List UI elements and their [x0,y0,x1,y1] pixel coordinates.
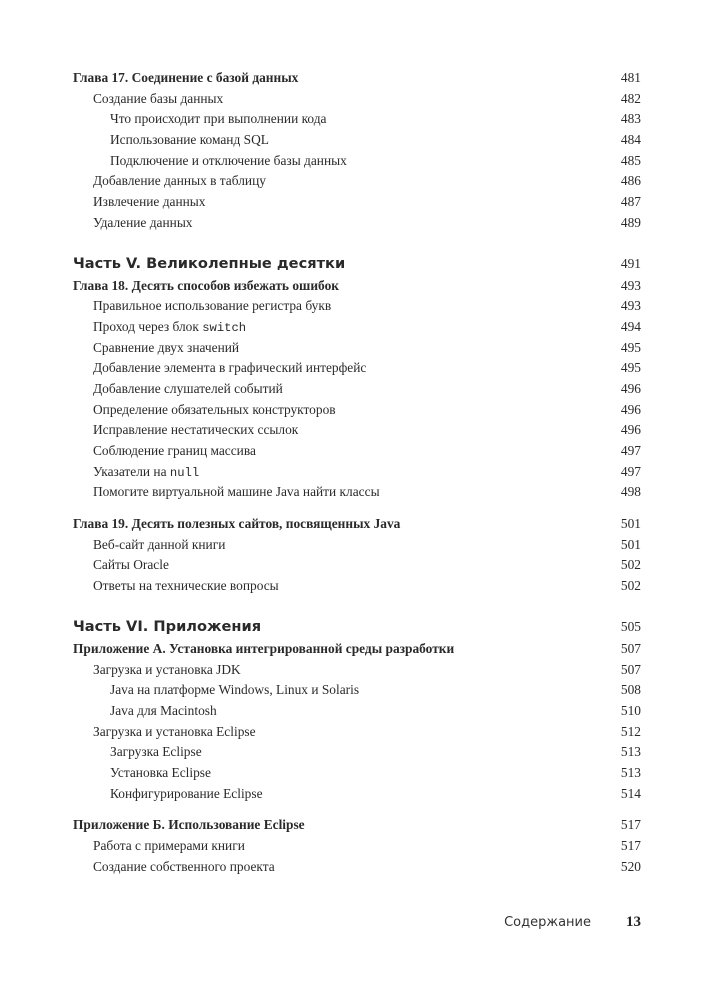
toc-entry[interactable] [73,192,641,213]
toc-entry-title-text: Создание собственного проекта [93,858,275,874]
toc-entry-title-text: Приложение Б. Использование Eclipse [73,817,305,833]
toc-entry-title [93,171,266,192]
toc-entry-title-text: Указатели на [93,463,170,479]
toc-entry-page: 483 [620,111,641,127]
toc-entry-title-text: Сайты Oracle [93,557,169,573]
toc-entry-page: 507 [620,640,641,656]
toc-part-heading[interactable] [73,252,641,276]
toc-entry-page: 484 [620,132,641,148]
toc-entry-page: 496 [620,401,641,417]
toc-entry-code: null [169,465,200,480]
toc-entry-title-text: Загрузка Eclipse [110,744,202,760]
toc-entry-title [93,379,283,400]
toc-entry[interactable] [73,701,641,722]
toc-entry-page: 487 [620,194,641,210]
toc-entry-page: 489 [620,214,641,230]
toc-entry-page: 498 [620,484,641,500]
toc-entry[interactable] [73,836,641,857]
toc-entry-title-text: Добавление слушателей событий [93,380,283,396]
toc-entry-page: 502 [620,557,641,573]
toc-entry-page: 497 [620,443,641,458]
table-of-contents [73,68,641,877]
toc-entry-title [93,317,246,339]
toc-chapter-entry[interactable] [73,68,641,89]
toc-entry[interactable] [73,857,641,878]
toc-entry-title-text: Часть V. Великолепные десятки [73,254,346,272]
toc-chapter-entry[interactable] [73,276,641,297]
toc-entry-title-text: Использование команд SQL [110,132,269,148]
toc-entry[interactable] [73,317,641,338]
toc-entry-title [93,535,225,556]
toc-entry[interactable] [73,441,641,462]
toc-entry-page: 510 [620,702,641,718]
toc-entry-page: 497 [620,463,641,479]
toc-entry-page: 501 [620,536,641,552]
toc-chapter-entry[interactable] [73,639,641,660]
toc-entry-page: 496 [620,380,641,396]
toc-entry-title [73,252,345,276]
toc-entry[interactable] [73,482,641,503]
toc-entry-page: 508 [620,682,641,698]
toc-entry-title-text: Веб-сайт данной книги [93,536,226,552]
toc-entry-title-text: Конфигурирование Eclipse [110,785,263,801]
footer-page-number: 13 [626,914,641,930]
toc-entry-title-text: Сравнение двух значений [93,339,240,355]
toc-entry-page: 495 [620,339,641,355]
toc-entry-page: 502 [620,578,641,594]
toc-entry-title-text: Определение обязательных конструкторов [93,401,336,417]
toc-entry-page: 514 [620,785,641,801]
toc-entry-title [93,836,245,857]
toc-entry[interactable] [73,576,641,597]
toc-entry-title-text: Помогите виртуальной машине Java найти классы [93,484,380,500]
toc-entry-title [93,555,169,576]
toc-entry-page: 493 [620,277,641,293]
toc-entry[interactable] [73,213,641,234]
toc-entry-page: 501 [620,516,641,532]
toc-entry-title [110,151,347,172]
toc-entry-title [73,514,400,535]
toc-entry[interactable] [73,742,641,763]
toc-entry-title-text: Установка Eclipse [110,764,211,780]
toc-entry-title-text: Подключение и отключение базы данных [110,152,347,168]
toc-entry-title [93,462,199,484]
toc-entry-title-text: Часть VI. Приложения [73,617,262,635]
toc-entry-title [93,660,241,681]
toc-entry-title-text: Глава 17. Соединение с базой данных [73,70,299,85]
toc-entry-title-text: Создание базы данных [93,90,224,106]
toc-entry[interactable] [73,109,641,130]
toc-entry[interactable] [73,763,641,784]
toc-entry-page: 496 [620,422,641,438]
toc-entry-page: 517 [620,838,641,853]
toc-entry-title [73,615,261,639]
toc-entry-title [73,639,454,660]
toc-chapter-entry[interactable] [73,815,641,836]
toc-entry-title-text: Java на платформе Windows, Linux и Solaris [110,682,360,698]
toc-entry-title [93,400,336,421]
toc-entry-title-text: Проход через блок [93,318,203,334]
toc-entry-title-text: Добавление данных в таблицу [93,173,266,189]
toc-entry-title [73,815,305,836]
toc-entry-title [93,722,256,743]
toc-entry-title [110,742,202,763]
toc-entry-title [93,358,366,379]
toc-part-heading[interactable] [73,615,641,639]
toc-entry-title [93,482,380,503]
toc-entry[interactable] [73,151,641,172]
toc-entry-title-text: Извлечение данных [93,194,206,210]
toc-entry-title [73,68,298,89]
toc-entry[interactable] [73,680,641,701]
toc-entry-title [93,213,193,234]
toc-entry-title [110,701,217,722]
toc-entry[interactable] [73,535,641,556]
toc-entry-page: 485 [620,152,641,168]
toc-entry-title [93,89,223,110]
toc-entry-title-text: Глава 18. Десять способов избежать ошибок [73,277,339,293]
footer-section-label: Содержание [504,915,591,930]
toc-entry[interactable] [73,462,641,483]
toc-entry-title [93,441,256,462]
toc-entry-title-text: Правильное использование регистра букв [93,298,332,314]
toc-entry-title-text: Загрузка и установка Eclipse [93,723,256,739]
toc-entry-title-text: Ответы на технические вопросы [93,578,279,594]
toc-entry-title [110,130,269,151]
toc-entry-title [110,680,359,701]
toc-entry-page: 486 [620,173,641,189]
toc-entry-page: 520 [620,858,641,874]
toc-entry-title-text: Загрузка и установка JDK [93,661,241,677]
toc-entry-title-text: Удаление данных [93,214,193,230]
toc-entry-page: 512 [620,723,641,739]
toc-entry[interactable] [73,358,641,379]
toc-entry-page: 505 [620,618,641,634]
toc-entry-title [93,576,279,597]
toc-entry[interactable] [73,89,641,110]
toc-entry-title [93,857,275,878]
toc-entry-title [73,276,339,297]
toc-entry-page: 513 [620,744,641,760]
toc-entry-title-text: Что происходит при выполнении кода [110,111,327,127]
toc-entry[interactable] [73,379,641,400]
toc-entry[interactable] [73,338,641,359]
toc-entry[interactable] [73,420,641,441]
toc-entry-page: 495 [620,360,641,376]
toc-entry-title [110,109,327,130]
toc-entry[interactable] [73,296,641,317]
toc-entry-title [93,296,331,317]
toc-chapter-entry[interactable] [73,514,641,535]
toc-entry-page: 517 [620,817,641,833]
toc-entry-page: 482 [620,90,641,106]
toc-entry[interactable] [73,400,641,421]
toc-entry-page: 507 [620,661,641,677]
toc-entry-title-text: Приложение А. Установка интегрированной среды разработки [73,640,455,656]
toc-entry-page: 513 [620,764,641,780]
toc-entry[interactable] [73,555,641,576]
toc-entry-page: 494 [620,318,641,334]
toc-entry-title-text: Глава 19. Десять полезных сайтов, посвященных Java [73,516,401,532]
toc-entry-title [110,763,211,784]
toc-entry-title-text: Исправление нестатических ссылок [93,422,299,438]
toc-entry-title-text: Соблюдение границ массива [93,443,256,458]
toc-entry-title-text: Добавление элемента в графический интерфейс [93,360,367,376]
toc-entry[interactable] [73,784,641,805]
toc-entry-code: switch [202,320,247,335]
toc-entry-page: 481 [620,70,641,85]
toc-entry-title [93,338,239,359]
page-footer [0,915,641,935]
toc-entry-page: 491 [620,255,641,271]
toc-entry-title-text: Java для Macintosh [110,702,217,718]
toc-entry[interactable] [73,171,641,192]
toc-entry[interactable] [73,660,641,681]
toc-entry[interactable] [73,130,641,151]
toc-entry[interactable] [73,722,641,743]
toc-entry-page: 493 [620,298,641,314]
toc-entry-title [93,420,298,441]
toc-entry-title [110,784,263,805]
toc-entry-title-text: Работа с примерами книги [93,838,245,853]
toc-entry-title [93,192,205,213]
